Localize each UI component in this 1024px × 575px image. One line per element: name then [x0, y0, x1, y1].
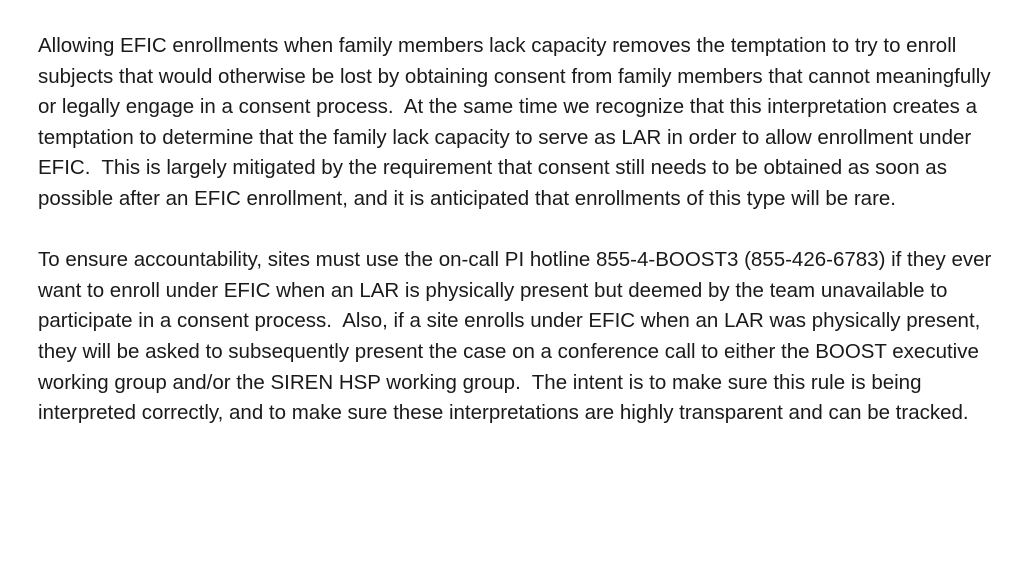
paragraph-accountability-hotline: To ensure accountability, sites must use the on-call PI hotline 855-4-BOOST3 (855-426-6783) if they ever want to enroll under EFIC when an LAR is physically present but deemed by the team unavailable to participate in a consent process. Also, if a site enrolls under EFIC when an LAR was physically present, they will be asked to subsequently present the case on a conference call to either the BOOST executive working group and/or the SIREN HSP working group. The intent is to make sure this rule is being interpreted correctly, and to make sure these interpretations are highly transparent and can be tracked.	[38, 248, 998, 425]
paragraph-efic-family-capacity: Allowing EFIC enrollments when family members lack capacity removes the temptation to try to enroll subjects that would otherwise be lost by obtaining consent from family members that cannot meaningfully or legally engage in a consent process. At the same time we recognize that this interpretation creates a temptation to determine that the family lack capacity to serve as LAR in order to allow enrollment under EFIC. This is largely mitigated by the requirement that consent still needs to be obtained as soon as possible after an EFIC enrollment, and it is anticipated that enrollments of this type will be rare.	[38, 34, 997, 210]
slide-text-body	[38, 31, 1003, 429]
